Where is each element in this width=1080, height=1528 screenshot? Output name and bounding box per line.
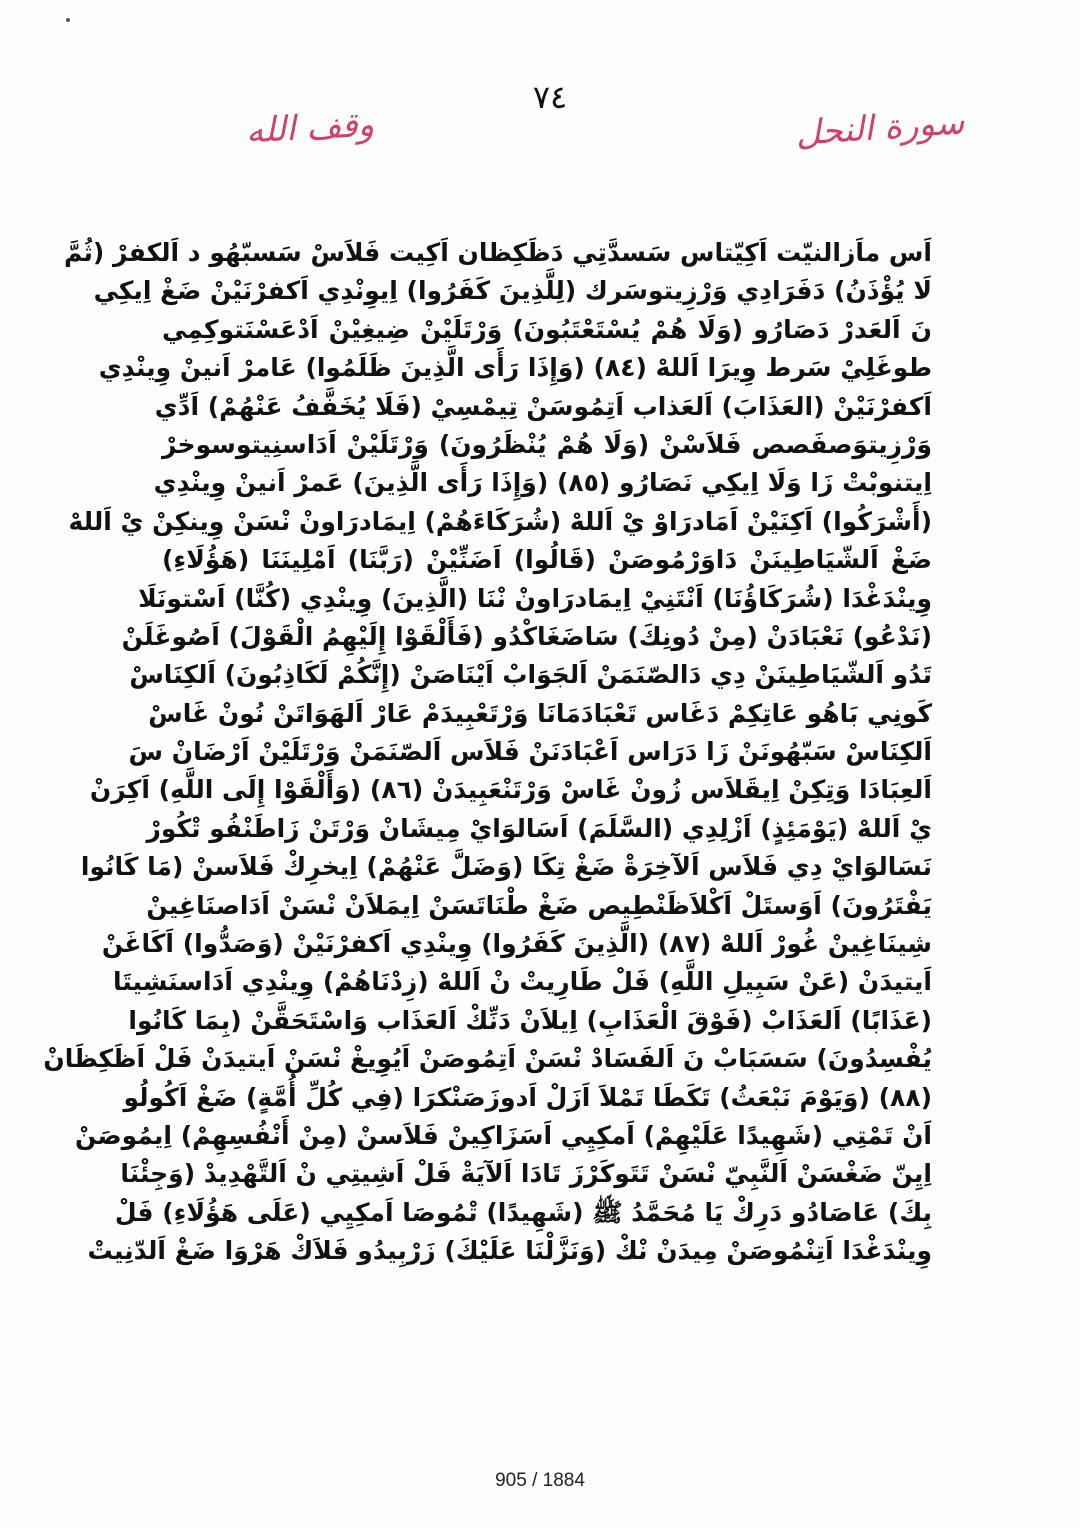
page-number: ٧٤	[532, 78, 568, 116]
text-line: وَرْزِيتوَصفَصص فَلاَسْنْ (وَلَا هُمْ يُنْظَرُونَ) وَرْتَلَيْنْ اَدَاسنِيتوسوخرْ	[162, 429, 932, 459]
text-line: نَسَالوَايْ دِي فَلاَس اَلآخِرَةْ ضَغْ تِكَا (وَضَلَّ عَنْهُمْ) اِيخرِكْ فَلاَسنْ (مَا كَانُوا	[80, 852, 932, 882]
text-line: (عَذَابًا) اَلعَذَابْ (فَوْقَ الْعَذَابِ) اِيلاَنْ دَنِّكْ اَلعَذَاب وَاسْتَحَقَّنْ (بِمَا كَانُوا	[128, 1005, 932, 1035]
body-text	[43, 234, 932, 1271]
text-line: لَا يُؤْذَنُ) دَفَرَادِي وَرْزِيتوسَرك (لِلَّذِينَ كَفَرُوا) اِيوِنْدِي اَكفرْنَيْنْ ضَغْ اِيكِي	[93, 276, 932, 306]
handwritten-note: وقف الله	[245, 104, 375, 152]
text-line: اَكفرْنَيْنْ (العَذَابَ) اَلعَذاب اَتِمُوسَنْ تِيمْسِيْ (فَلَا يُخَفَّفُ عَنْهُمْ) اَدِّي	[154, 391, 932, 421]
text-line: طوغَلِيْ سَرط وِيرَا اَللهْ (٨٤) (وَإِذَا رَأَى الَّذِينَ ظَلَمُوا) عَامرْ اَنينْ وِينْدِي	[98, 353, 932, 383]
text-line: وِينْدَغْدَا اَتِنْمُوصَنْ مِيدَنْ نْكْ (وَنَزَّلْنَا عَلَيْكَ) زَرْبِيدُو فَلاَكْ هَرْوَا ضَغْ اَلدّنِيتْ	[87, 1236, 932, 1266]
ink-dot	[66, 18, 70, 22]
text-line: اِيِنّ ضَغْسَنْ اَلنَّبِيّ نْسَنْ تَتَوكَرْزَ تَادَا اَلآيَةْ فَلْ اَشِيتِي نْ اَلتَّهْدِيدْ (وَجِئْنَا	[120, 1159, 932, 1189]
text-line: بِكَ) عَاصَادُو دَرِكْ يَا مُحَمَّدُ ﷺ (شَهِيدًا) تْمُوصَا اَمكِيِي (عَلَى هَؤُلَاءِ) فَلْ	[114, 1197, 932, 1227]
text-line: كَونِي بَاهُو عَاتِكِمْ دَغَاس تَعْبَادَمَانَا وَرْتَعْبِيدَمْ عَارْ اَلهَوَاتَنْ نُونْ غَاسْ	[148, 698, 932, 728]
text-line: اِيتنوبْتْ زَا وَلَا اِيكِي نَصَارُو (٨٥) (وَإِذَا رَأَى الَّذِينَ) عَمرْ اَنينْ وِينْدِي	[153, 468, 932, 498]
text-line: (نَدْعُو) نَعْبَادَنْ (مِنْ دُونِكَ) سَاضَغَاكْدُو (فَأَلْقَوْا إِلَيْهِمُ الْقَوْلَ) اَصُوغَلَنْ	[121, 621, 932, 651]
text-line: يَفْتَرُونَ) اَوَستَلْ اَكْلاَظَنْطِيص ضَغْ طْنَاتَسَنْ اِيمَلاَنْ نْسَنْ اَدَاصنَاغِينْ	[146, 890, 932, 920]
text-line: ضَغْ اَلشّيَاطِينَنْ دَاوَرْمُوصَنْ (قَالُوا) اَضَنِّيْنْ (رَبَّنَا) اَمْلِينَنَا (هَؤُلَاءِ)	[162, 545, 932, 575]
text-line: (أَشْرَكُوا) اَكِنَيْنْ اَمَادرَاوْ يْ اَللهْ (شُرَكَاءَهُمْ) اِيمَادرَاونْ نْسَنْ وِينكِنْ يْ اَللهْ	[68, 506, 932, 536]
text-line: يُفْسِدُونَ) سَسَبَابْ نَ اَلفَسَادْ نْسَنْ اَتِمُوصَنْ اَيُوِيغْ نْسَنْ اَيتيدَنْ فَلْ اَظَكِظَانْ	[43, 1044, 932, 1074]
text-line: شِينَاغِينْ غُورْ اَللهْ (٨٧) (الَّذِينَ كَفَرُوا) وِينْدِي اَكفرْنَيْنْ (وَصَدُّوا) اَكَاغَنْ	[101, 929, 932, 959]
text-line: اَيتيدَنْ (عَنْ سَبِيلِ اللَّهِ) فَلْ طَارِيتْ نْ اَللهْ (زِدْنَاهُمْ) وِينْدِي اَدَاسنَشِيتَا	[112, 967, 932, 997]
text-line: اَس ماَزالنيّت اَكِيّتاس سَسدَّتِي دَظَكِظان اَكِيت فَلاَسْ سَسبّهُو د اَلكفرْ (ثُمَّ	[63, 238, 932, 267]
text-line: اَنْ تَمْتِي (شَهِيدًا عَلَيْهِمْ) اَمكِيِي اَسَزَاكِينْ فَلاَسنْ (مِنْ أَنْفُسِهِمْ) اِيمُوصَنْ	[74, 1120, 932, 1150]
text-line: يْ اَللهْ (يَوْمَئِذٍ) اَزْلِدِي (السَّلَمَ) اَسَالوَايْ مِيشَانْ وَرْتَنْ زَاطَنْفُو تْكُورْ	[146, 813, 932, 843]
text-line: وِينْدَغْدَا (شُرَكَاؤُنَا) اَنْتَنِيْ اِيمَادرَاونْ نْنَا (الَّذِينَ) وِينْدِي (كُنَّا) اَسْتونَلَا	[138, 583, 932, 613]
text-line: نَ اَلعَدرْ دَصَارُو (وَلَا هُمْ يُسْتَعْتَبُونَ) وَرْتَلَيْنْ ضِيغِيْنْ اَدْعَسْنَتوكِمِي	[162, 314, 932, 344]
text-line: اَلكِنَاسْ سَبّهُونَنْ زَا دَرَاس اَعْبَادَنَنْ فَلاَس اَلصّنَمَنْ وَرْتَلَيْنْ اَرْضَانْ سَ	[128, 737, 932, 767]
text-line: تَدُو اَلشّيَاطِينَنْ دِي دَالصّنَمَنْ اَلجَوَابْ اَيْنَاصَنْ (إِنَّكُمْ لَكَاذِبُونَ) اَلكِنَاسْ	[129, 660, 932, 690]
handwritten-surah-title: سورة النحل	[794, 102, 966, 154]
text-line: اَلعِبَادَا وَتِكِنْ اِيقَلاَس زُونْ غَاسْ وَرْتَنْعَبِيدَنْ (٨٦) (وَأَلْقَوْا إِلَى اللَّهِ) اَكِرَنْ	[89, 775, 932, 805]
text-line: (٨٨) (وَيَوْمَ نَبْعَثُ) تَكَطَا تَمْلاَ اَزَلْ اَدوزَصَنْكرَا (فِي كُلِّ أُمَّةٍ) ضَغْ اَكُولُو	[123, 1082, 932, 1112]
page-counter: 905 / 1884	[495, 1470, 585, 1491]
